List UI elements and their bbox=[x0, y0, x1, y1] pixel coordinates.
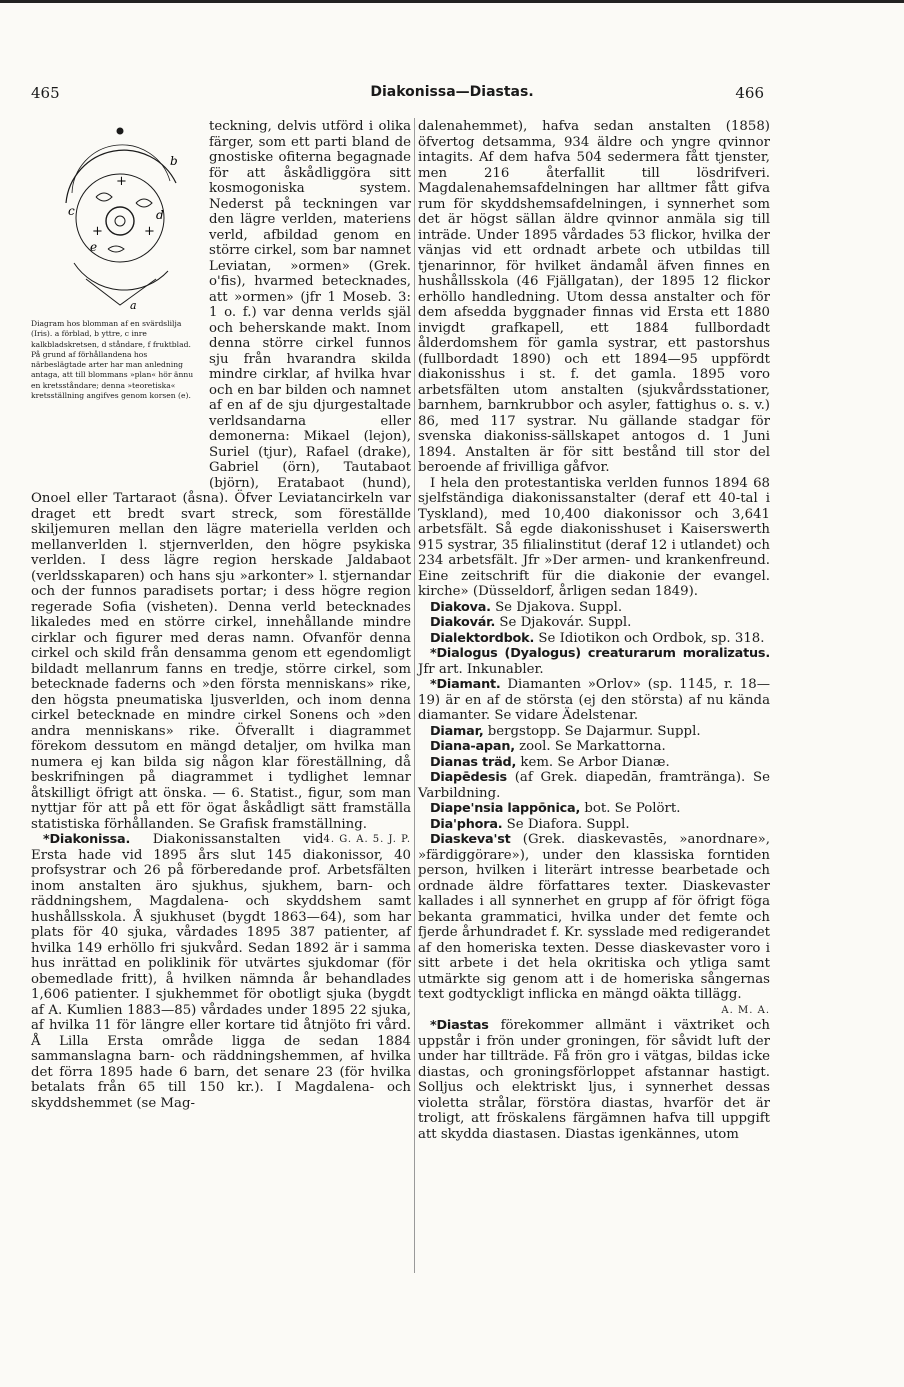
entry-text: bot. Se Polört. bbox=[584, 801, 681, 816]
entry-head: Dianas träd, bbox=[430, 754, 517, 770]
entry-head: Diana-apan, bbox=[430, 739, 515, 754]
entry-text: (Grek. diaskevastēs, »anordnare», »färdiggörare»), under den klassiska forntiden person, hvilken i literärt intresse bearbetade och ordnade äldre författares texter. Diaskevaster kallades i all synnerhet en grupp af för öfrigt föga bekanta grammatici, hvilka under det femte och fjerde århundradet f. Kr. sysslade med redigerandet af den homeriska texten. Desse diaskevaster voro i sitt arbete i det hela okritiska och ytliga samt utmärkte sig genom att i de homeriska sångernas text godtyckligt inflicka en mängd oäkta tillägg. bbox=[418, 832, 770, 1002]
entry-text: Diamanten »Orlov» (sp. 1145, r. 18—19) är en af de största (ej den största) af nu kända diamanter. Se vidare Ädelstenar. bbox=[418, 677, 770, 723]
right-column bbox=[418, 119, 770, 1142]
diaskevast-signature-line bbox=[418, 1003, 770, 1019]
entry-text: Se Djakova. Suppl. bbox=[495, 599, 623, 615]
entry-text: bergstopp. Se Dajarmur. Suppl. bbox=[487, 723, 701, 739]
page-title: Diakonissa—Diastas. bbox=[370, 84, 534, 100]
dictionary-entry bbox=[418, 631, 770, 647]
entry-head: Diakovár. bbox=[430, 615, 496, 630]
column-divider bbox=[414, 118, 415, 1273]
svg-text:+: + bbox=[92, 224, 103, 239]
entry-head: Diamar, bbox=[430, 723, 484, 739]
label-a: a bbox=[130, 299, 137, 312]
entry-text: Se Idiotikon och Ordbok, sp. 318. bbox=[538, 630, 765, 646]
dictionary-entry bbox=[418, 770, 770, 801]
left-column bbox=[31, 119, 411, 1111]
entry-head: *Diamant. bbox=[430, 677, 501, 692]
dictionary-entry bbox=[418, 646, 770, 677]
entry-list bbox=[418, 600, 770, 1003]
dictionary-entry bbox=[418, 724, 770, 740]
entry-head: Diapēdesis bbox=[430, 770, 507, 785]
entry-head: *Diakonissa. bbox=[43, 832, 131, 847]
label-d: d bbox=[156, 208, 164, 222]
label-b: b bbox=[170, 154, 178, 168]
page-number-left: 465 bbox=[31, 84, 60, 102]
top-rule bbox=[0, 0, 904, 3]
entry-text: (af Grek. diapedān, framtränga). Se Varbildning. bbox=[418, 770, 770, 801]
diakonissa-continuation: dalenahemmet), hafva sedan anstalten (1858) öfvertog detsamma, 934 äldre och yngre qvinnor intagits. Af dem hafva 504 sedermera fått tjenster, men 216 återfallit till lösdrifveri. Magdalenahemsafdelningen har alltmer fått gifva rum för skyddshemsafdelningen, i synnerhet som det är högst sällan äldre qvinnor anmäla sig till inträde. Under 1895 vårdades 53 flickor, hvilka der vänjas vid ett ordnadt arbete och utbildas till tjenarinnor, för hvilket ändamål äfven finnes en hushållsskola (46 Fjällgatan), der 1895 12 flickor erhöllo handledning. Utom dessa anstalter och för dem afsedda byggnader finnas vid Ersta ett 1880 invigdt grafkapell, ett 1884 fullbordadt ålderdomshem för gamla systrar, ett pastorshus (fullbordadt 1890) och ett 1894—95 uppfördt diakonisshus i st. f. det gamla. 1895 voro arbetsfälten utom anstalten (sjukvårdsstationer, barnhem, barnkrubbor och asyler, fattighus o. s. v.) 86, med 117 systrar. Nu gällande stadgar för svenska diakoniss-sällskapet antogos d. 1 Juni 1894. Anstalten är för sitt bestånd till stor del beroende af frivilliga gåfvor. bbox=[418, 119, 770, 475]
dictionary-entry bbox=[418, 615, 770, 631]
dictionary-entry bbox=[418, 677, 770, 724]
signature: 4. G. A. 5. J. P. bbox=[323, 834, 411, 845]
entry-text: Se Djakovár. Suppl. bbox=[499, 615, 632, 630]
entry-text: Jfr art. Inkunabler. bbox=[418, 661, 544, 677]
entry-text: Se Diafora. Suppl. bbox=[506, 816, 630, 832]
entry-head: Diakova. bbox=[430, 599, 491, 615]
page-number-right: 466 bbox=[735, 84, 764, 102]
entry-text: kem. Se Arbor Dianæ. bbox=[520, 754, 670, 770]
dictionary-entry bbox=[418, 801, 770, 817]
iris-diagram-figure bbox=[31, 119, 203, 479]
dictionary-entry bbox=[418, 817, 770, 833]
svg-text:+: + bbox=[116, 174, 127, 189]
dictionary-entry bbox=[418, 832, 770, 1003]
dictionary-entry bbox=[418, 600, 770, 616]
signature: A. M. A. bbox=[721, 1004, 770, 1016]
figure-caption: Diagram hos blomman af en svärdslilja (Iris). a förblad, b yttre, c inre kalkbladskretsen, d ståndare, f fruktblad. På grund af förhållandena hos närbeslägtade arter har man anledning antaga, att till blommans »plan« hör ännu en kretsståndare; denna »teoretiska« kretsställning angifves genom korsen (e). bbox=[31, 319, 194, 401]
svg-text:+: + bbox=[144, 224, 155, 239]
label-e: e bbox=[90, 240, 98, 254]
entry-diakonissa: *Diakonissa. Diakonissanstalten vid Ersta hade vid 1895 års slut 145 diakonissor, 40 profsystrar och 26 på förberedande prof. Arbetsfälten inom anstalten äro sjukhus, sjukhem, barn- och räddningshem, Magdalena- och skyddshem samt hushållsskola. Å sjukhuset (bygdt 1863—64), som har plats för 40 sjuka, vårdades 1895 387 patienter, af hvilka 149 erhöllo fri sjukvård. Sedan 1892 är i samma hus inrättad en poliklinik för utvärtes sjukdomar (för obemedlade fritt), å hvilken nämnda år behandlades 1,606 patienter. I sjukhemmet för obotligt sjuka (bygdt af A. Kumlien 1883—85) vårdades under 1895 22 sjuka, af hvilka 11 för längre eller kortare tid åtnjöto fri vård. Å Lilla Ersta område ligga de sedan 1884 sammanslagna barn- och räddningshemmen, af hvilka det förra 1895 hade 6 barn, det senare 23 (för hvilka betalats från 65 till 150 kr.). I Magdalena- och skyddshemmet (se Mag- bbox=[31, 832, 411, 1111]
entry-head: Dialektordbok. bbox=[430, 630, 535, 646]
entry-text: zool. Se Markattorna. bbox=[519, 739, 666, 754]
entry-head: *Dialogus (Dyalogus) creaturarum moralizatus. bbox=[430, 646, 770, 661]
entry-head: Diape'nsia lappōnica, bbox=[430, 801, 581, 816]
diagram-paragraph: teckning, delvis utförd i olika färger, som ett parti bland de gnostiske ofiterna begagnade för att åskådliggöra sitt kosmogoniska system. Nederst på teckningen var den lägre verlden, materiens verld, afbildad genom en större cirkel, som bar namnet Leviatan, »ormen» (Grek. o'fis), hvarmed betecknades, att »ormen» (jfr 1 Moseb. 3: 1 o. f.) var denna verlds själ och beherskande makt. Inom denna större cirkel funnos sju från hvarandra skilda mindre cirklar, af hvilka hvar och en bar bilden och namnet af en af de sju djurgestaltade verldsandarna eller demonerna: Mikael (lejon), Suriel (tjur), Rafael (drake), Gabriel (örn), Tautabaot (björn), Eratabaot (hund), Onoel eller Tartaraot (åsna). Öfver Leviatancirkeln var draget ett bredt svart streck, som föreställde skiljemuren mellan den lägre materiella verlden och mellanverlden l. stjernverlden, den högre psykiska verlden. I dess lägre region herskade Jaldabaot (verldsskaparen) och hans sju »arkonter» l. stjernandar och der funnos paradisets portar; i dess högre region regerade Sofia (visheten). Denna verld betecknades likaledes med en större cirkel, innehållande mindre cirklar och figurer med deras namn. Ofvanför denna cirkel och skild från densamma genom ett egendomligt bildadt mellanrum fanns en tredje, större cirkel, som betecknade faderns och »den första menniskans» rike, den högsta pneumatiska ljusverlden, och inom denna cirkel betecknade en mindre cirkel Sonens och »den andra menniskans» rike. Öfverallt i diagrammet förekom dessutom en mängd detaljer, om hvilka man numera ej kan bilda sig någon klar föreställning, då beskrifningen på diagrammet i tydlighet lemnar åtskilligt öfrigt att önska. — 6. Statist., figur, som man nyttjar för att på ett för ögat åskådligt sätt framställa statistiska förhållanden. Se Grafisk framställning. 4. G. A. 5. J. P. bbox=[31, 119, 411, 832]
protestant-paragraph: I hela den protestantiska verlden funnos 1894 68 sjelfständiga diakonissanstalter (deraf ett 40-tal i Tyskland), med 10,400 diakonissor och 3,641 arbetsfält. Så egde diakonisshuset i Kaiserswerth 915 systrar, 35 filialinstitut (deraf 12 i utlandet) och 234 arbetsfält. Jfr »Der armen- und krankenfreund. Eine zeitschrift für die diakonie der evangel. kirche» (Düsseldorf, årligen sedan 1849). bbox=[418, 475, 770, 599]
label-c: c bbox=[68, 204, 75, 218]
iris-flower-diagram bbox=[56, 123, 196, 313]
entry-head: *Diastas bbox=[430, 1018, 489, 1033]
entry-head: Diaskeva'st bbox=[430, 832, 511, 847]
entry-diastas: *Diastas förekommer allmänt i växtriket och uppstår i frön under groningen, för såvidt luft der under har tillträde. Få frön gro i vätgas, bildas icke diastas, och groningsförloppet afstannar hastigt. Solljus och elektriskt ljus, i synnerhet dessas violetta strålar, förstöra diastas, hvarför det är troligt, att fröskalens färgämnen hafva till uppgift att skydda diastasen. Diastas igenkännes, utom bbox=[418, 1018, 770, 1142]
entry-head: Dia'phora. bbox=[430, 816, 503, 832]
dictionary-entry bbox=[418, 739, 770, 755]
dictionary-entry bbox=[418, 755, 770, 771]
